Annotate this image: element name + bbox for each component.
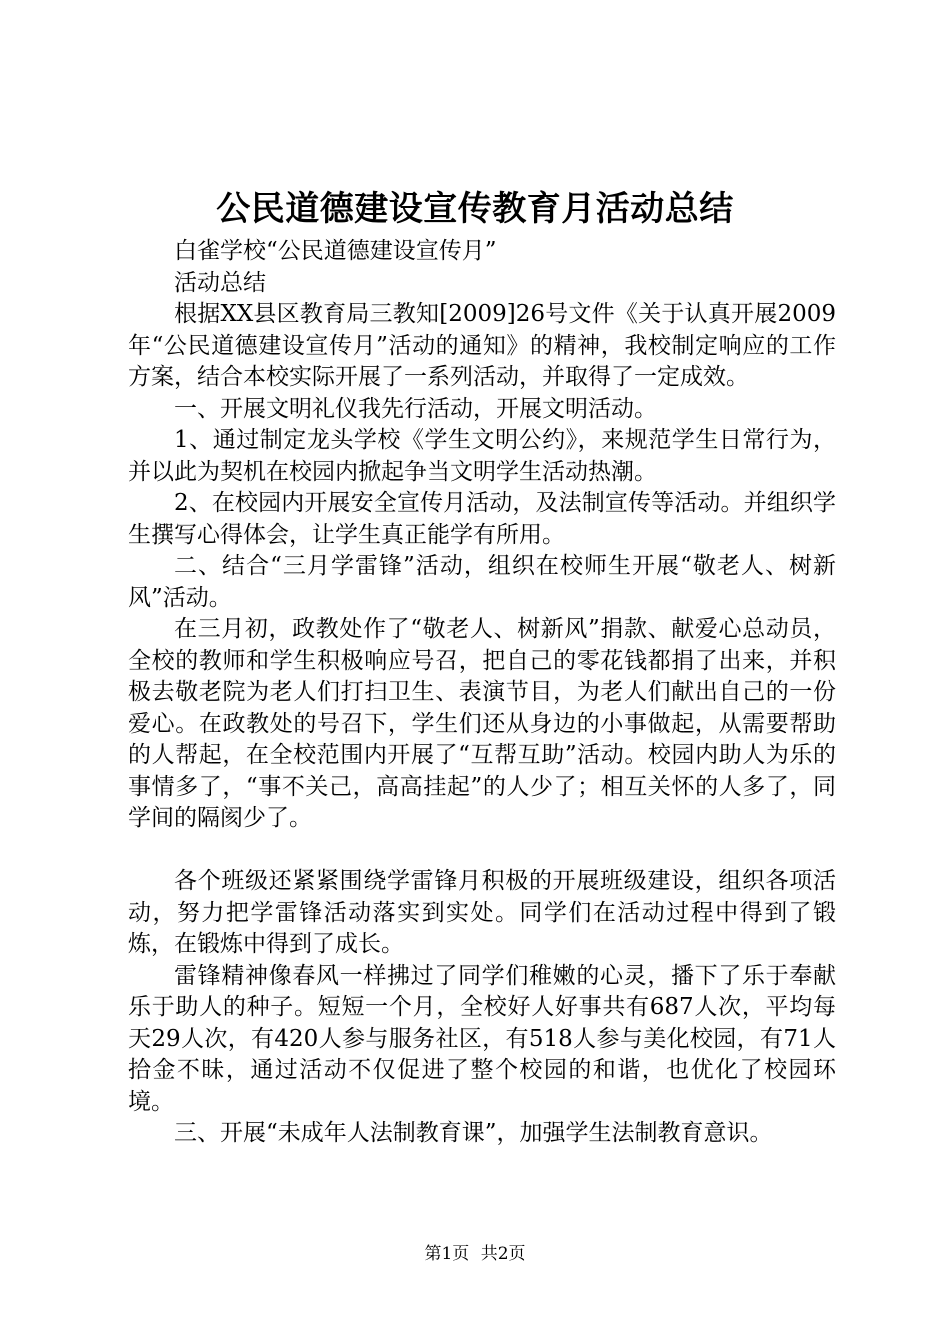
paragraph-leifeng-spirit: 雷锋精神像春风一样拂过了同学们稚嫩的心灵，播下了乐于奉献乐于助人的种子。短短一个月，全校好人好事共有687人次，平均每天29人次，有420人参与服务社区，有518人参与美化校园，有71人拾金不昧，通过活动不仅促进了整个校园的和谐，也优化了校园环境。	[128, 962, 836, 1115]
paragraph-march-activities: 在三月初，政教处作了“敬老人、树新风”捐款、献爱心总动员，全校的教师和学生积极响应号召，把自己的零花钱都捐了出来，并积极去敬老院为老人们打扫卫生、表演节目，为老人们献出自己的一份爱心。在政教处的号召下，学生们还从身边的小事做起，从需要帮助的人帮起，在全校范围内开展了“互帮互助”活动。校园内助人为乐的事情多了，“事不关己，高高挂起”的人少了；相互关怀的人多了，同学间的隔阂少了。	[128, 616, 836, 831]
paragraph-class-building: 各个班级还紧紧围绕学雷锋月积极的开展班级建设，组织各项活动，努力把学雷锋活动落实到实处。同学们在活动过程中得到了锻炼，在锻炼中得到了成长。	[128, 868, 836, 957]
document-title: 公民道德建设宣传教育月活动总结	[216, 189, 734, 229]
page-footer	[0, 1243, 950, 1265]
section-heading-2: 二、结合“三月学雷锋”活动，组织在校师生开展“敬老人、树新风”活动。	[128, 553, 836, 611]
page-number-total: 共2页	[480, 1244, 526, 1264]
paragraph-summary-heading: 活动总结	[174, 269, 266, 296]
section-heading-1: 一、开展文明礼仪我先行活动，开展文明活动。	[174, 395, 657, 422]
document-body	[128, 236, 836, 1150]
page-number-current: 第1页	[424, 1244, 470, 1264]
paragraph-intro: 根据XX县区教育局三教知[2009]26号文件《关于认真开展2009年“公民道德建设宣传月”活动的通知》的精神，我校制定响应的工作方案，结合本校实际开展了一系列活动，并取得了一定成效。	[128, 301, 836, 390]
section-heading-3: 三、开展“未成年人法制教育课”，加强学生法制教育意识。	[174, 1120, 773, 1146]
paragraph-item-1: 1、通过制定龙头学校《学生文明公约》，来规范学生日常行为，并以此为契机在校园内掀起争当文明学生活动热潮。	[128, 427, 836, 485]
paragraph-school-heading: 白雀学校“公民道德建设宣传月”	[174, 238, 497, 264]
paragraph-item-2: 2、在校园内开展安全宣传月活动，及法制宣传等活动。并组织学生撰写心得体会，让学生真正能学有所用。	[128, 490, 836, 548]
